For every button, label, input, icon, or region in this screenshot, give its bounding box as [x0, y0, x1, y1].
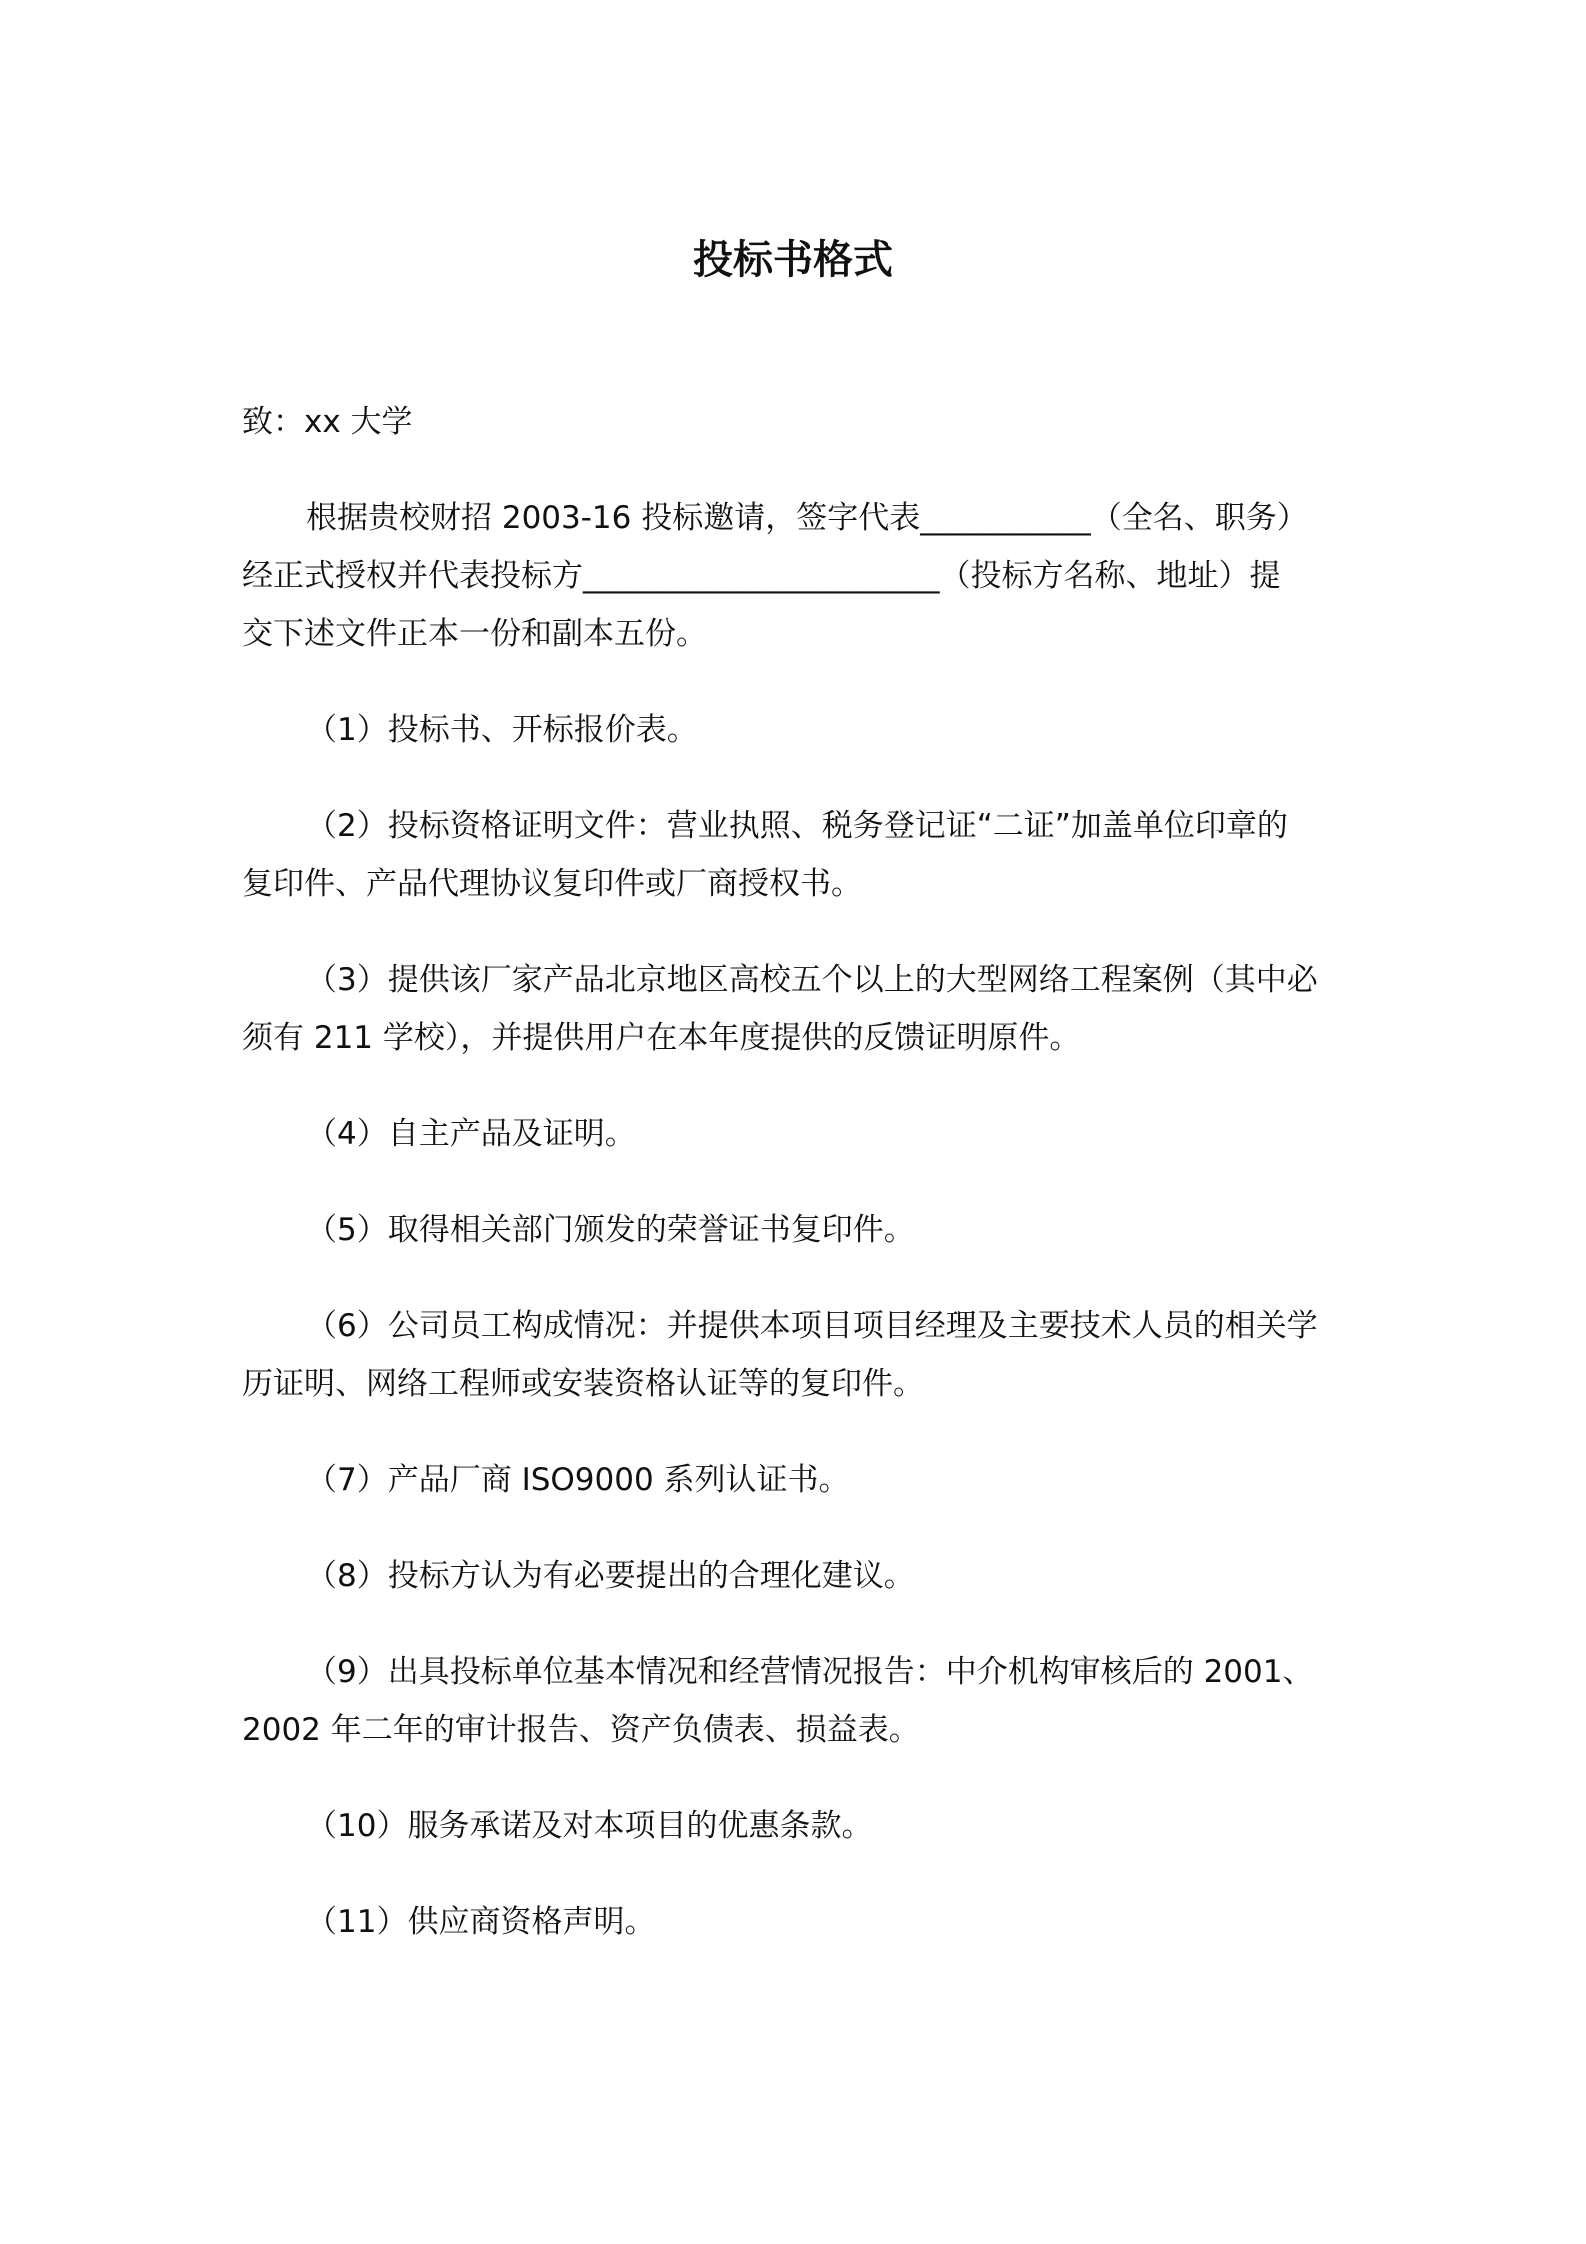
paragraph-line: 根据贵校财招 2003-16 投标邀请，签字代表___________（全名、职务） — [306, 500, 1308, 536]
paragraph-line: 复印件、产品代理协议复印件或厂商授权书。 — [242, 866, 862, 902]
paragraph-line: （11）供应商资格声明。 — [306, 1904, 656, 1940]
list-item — [242, 1547, 1362, 1605]
paragraph-line: （10）服务承诺及对本项目的优惠条款。 — [306, 1808, 873, 1844]
list-item — [242, 797, 1362, 913]
paragraph-line: （1）投标书、开标报价表。 — [306, 712, 698, 748]
addressee — [242, 393, 1362, 451]
list-item — [242, 701, 1362, 759]
list-item — [242, 1797, 1362, 1855]
document-title: 投标书格式 — [693, 237, 893, 283]
paragraph-line: （7）产品厂商 ISO9000 系列认证书。 — [306, 1462, 850, 1498]
list-item — [242, 1297, 1362, 1413]
paragraph-line: （3）提供该厂家产品北京地区高校五个以上的大型网络工程案例（其中必 — [306, 962, 1318, 998]
addressee-line: 致：xx 大学 — [242, 404, 413, 440]
list-item — [242, 1201, 1362, 1259]
list-item — [242, 1893, 1362, 1951]
paragraph-line: （4）自主产品及证明。 — [306, 1116, 636, 1152]
list-item — [242, 951, 1362, 1067]
paragraph-line: （9）出具投标单位基本情况和经营情况报告：中介机构审核后的 2001、 — [306, 1654, 1314, 1690]
paragraph-line: （2）投标资格证明文件：营业执照、税务登记证“二证”加盖单位印章的 — [306, 808, 1288, 844]
paragraph-line: 2002 年二年的审计报告、资产负债表、损益表。 — [242, 1712, 920, 1748]
list-item — [242, 1451, 1362, 1509]
paragraph-line: 须有 211 学校），并提供用户在本年度提供的反馈证明原件。 — [242, 1020, 1081, 1056]
paragraph-line: （5）取得相关部门颁发的荣誉证书复印件。 — [306, 1212, 915, 1248]
list-item — [242, 1643, 1362, 1759]
paragraph-line: 历证明、网络工程师或安装资格认证等的复印件。 — [242, 1366, 924, 1402]
paragraph-line: （6）公司员工构成情况：并提供本项目项目经理及主要技术人员的相关学 — [306, 1308, 1318, 1344]
paragraph-line: 交下述文件正本一份和副本五份。 — [242, 616, 707, 652]
paragraph-line: （8）投标方认为有必要提出的合理化建议。 — [306, 1558, 915, 1594]
paragraph-line: 经正式授权并代表投标方_______________________（投标方名称、地址）提 — [242, 558, 1281, 594]
document-body — [242, 393, 1362, 1989]
list-item — [242, 1105, 1362, 1163]
intro-paragraph — [242, 489, 1362, 663]
